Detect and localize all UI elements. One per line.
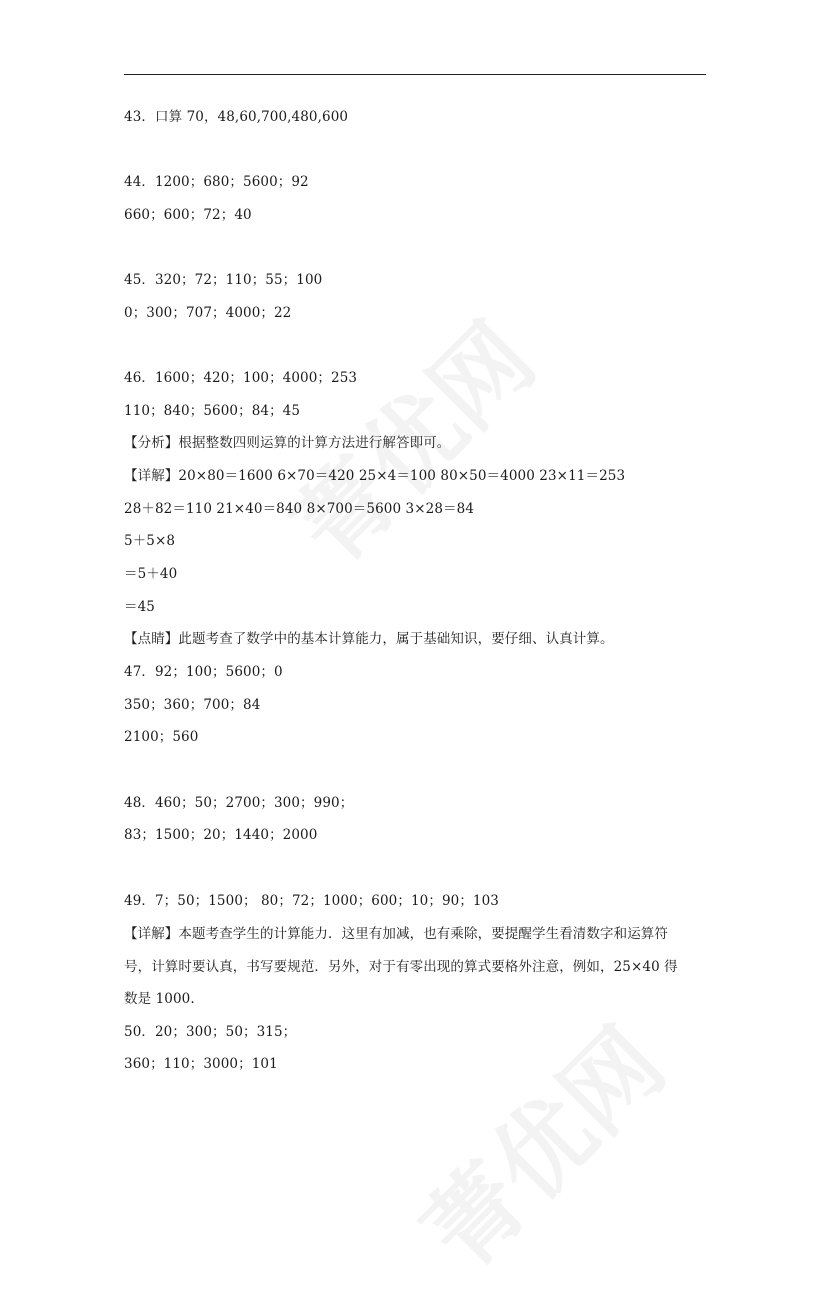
text-line: 48．460；50；2700；300；990； bbox=[124, 795, 354, 811]
text-line: 28＋82＝110 21×40＝840 8×700＝5600 3×28＝84 bbox=[124, 501, 475, 517]
text-line: 5＋5×8 bbox=[124, 533, 176, 549]
text-line: 2100；560 bbox=[124, 729, 199, 745]
text-line: 【点睛】此题考查了数学中的基本计算能力，属于基础知识，要仔细、认真计算。 bbox=[124, 631, 614, 647]
text-line: 47．92；100；5600；0 bbox=[124, 664, 283, 680]
text-line: ＝45 bbox=[124, 599, 155, 615]
text-line: 号，计算时要认真，书写要规范．另外，对于有零出现的算式要格外注意，例如，25×40 得 bbox=[124, 959, 678, 975]
text-line: 350；360；700；84 bbox=[124, 697, 261, 713]
header-rule bbox=[124, 74, 706, 75]
text-line: 【分析】根据整数四则运算的计算方法进行解答即可。 bbox=[124, 435, 451, 451]
watermark-lower bbox=[389, 993, 690, 1294]
text-line: 660；600；72；40 bbox=[124, 207, 252, 223]
text-line: ＝5＋40 bbox=[124, 566, 178, 582]
text-line: 50．20；300；50；315； bbox=[124, 1024, 297, 1040]
text-line: 43．口算 70，48,60,700,480,600 bbox=[124, 109, 349, 125]
text-line: 数是 1000. bbox=[124, 991, 195, 1007]
text-line: 【详解】20×80＝1600 6×70＝420 25×4＝100 80×50＝4000 23×11＝253 bbox=[124, 468, 626, 484]
text-line: 44．1200；680；5600；92 bbox=[124, 174, 309, 190]
text-line: 83；1500；20；1440；2000 bbox=[124, 827, 318, 843]
text-line: 360；110；3000；101 bbox=[124, 1056, 278, 1072]
text-line: 110；840；5600；84；45 bbox=[124, 403, 301, 419]
text-line: 46．1600；420；100；4000；253 bbox=[124, 370, 358, 386]
text-line: 【详解】本题考查学生的计算能力．这里有加减，也有乘除，要提醒学生看清数字和运算符 bbox=[124, 926, 668, 942]
text-line: 45．320；72；110；55；100 bbox=[124, 272, 323, 288]
text-line: 0；300；707；4000；22 bbox=[124, 305, 292, 321]
text-line: 49．7；50；1500； 80；72；1000；600；10；90；103 bbox=[124, 893, 499, 909]
